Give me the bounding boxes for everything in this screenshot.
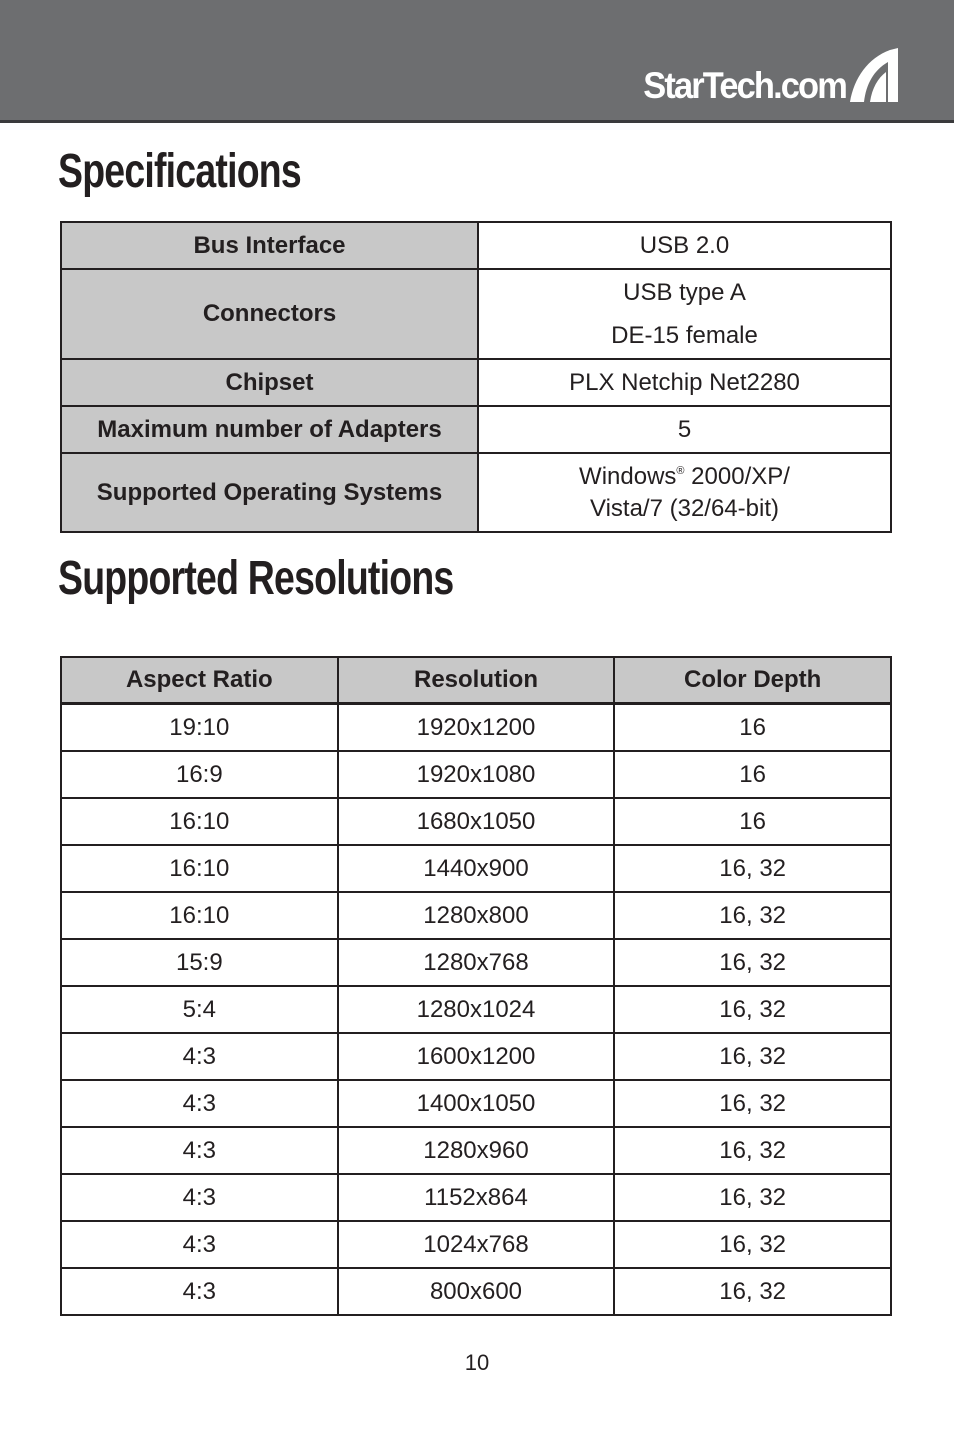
- table-row: [61, 1268, 891, 1315]
- table-row: [61, 453, 891, 532]
- resolution-cell: 1600x1200: [338, 1033, 615, 1080]
- supported-resolutions-title: Supported Resolutions: [58, 552, 454, 605]
- table-row: [61, 406, 891, 453]
- aspect-ratio-cell: 15:9: [61, 939, 338, 986]
- spec-label-max-adapters: Maximum number of Adapters: [61, 406, 478, 453]
- resolutions-table: [60, 656, 892, 1316]
- spec-value-connectors-line-1: USB type A: [623, 279, 746, 306]
- resolution-cell: 800x600: [338, 1268, 615, 1315]
- color-depth-cell: 16, 32: [614, 892, 891, 939]
- startech-swoosh-logo-icon: [848, 44, 910, 106]
- aspect-ratio-cell: 16:10: [61, 845, 338, 892]
- table-row: [61, 1080, 891, 1127]
- spec-label-connectors: Connectors: [61, 269, 478, 359]
- aspect-ratio-cell: 5:4: [61, 986, 338, 1033]
- table-row: [61, 845, 891, 892]
- resolution-cell: 1152x864: [338, 1174, 615, 1221]
- aspect-ratio-cell: 4:3: [61, 1127, 338, 1174]
- specifications-table: [60, 221, 892, 533]
- table-row: [61, 939, 891, 986]
- resolution-cell: 1280x768: [338, 939, 615, 986]
- spec-label-chipset: Chipset: [61, 359, 478, 406]
- color-depth-cell: 16: [614, 704, 891, 752]
- table-row: [61, 222, 891, 269]
- resolution-cell: 1680x1050: [338, 798, 615, 845]
- table-row: [61, 704, 891, 752]
- column-header-resolution: Resolution: [338, 657, 615, 704]
- os-windows: Windows: [579, 462, 677, 490]
- table-row: [61, 798, 891, 845]
- spec-value-operating-systems: [478, 453, 891, 532]
- brand-logo: [628, 42, 910, 106]
- resolution-cell: 1920x1080: [338, 751, 615, 798]
- table-row: [61, 892, 891, 939]
- column-header-color-depth: Color Depth: [614, 657, 891, 704]
- aspect-ratio-cell: 16:10: [61, 798, 338, 845]
- table-row: [61, 1221, 891, 1268]
- resolution-cell: 1280x1024: [338, 986, 615, 1033]
- brand-name: StarTech.com: [643, 65, 846, 106]
- resolution-cell: 1440x900: [338, 845, 615, 892]
- spec-value-bus-interface: USB 2.0: [478, 222, 891, 269]
- resolution-cell: 1920x1200: [338, 704, 615, 752]
- aspect-ratio-cell: 4:3: [61, 1221, 338, 1268]
- aspect-ratio-cell: 4:3: [61, 1080, 338, 1127]
- resolution-cell: 1024x768: [338, 1221, 615, 1268]
- aspect-ratio-cell: 4:3: [61, 1174, 338, 1221]
- table-row: [61, 751, 891, 798]
- color-depth-cell: 16, 32: [614, 1033, 891, 1080]
- spec-label-bus-interface: Bus Interface: [61, 222, 478, 269]
- color-depth-cell: 16: [614, 751, 891, 798]
- resolutions-body: [61, 704, 891, 1316]
- os-versions: 2000/XP/: [684, 462, 790, 490]
- spec-value-max-adapters: 5: [478, 406, 891, 453]
- os-line-1: [479, 461, 890, 493]
- table-row: [61, 359, 891, 406]
- color-depth-cell: 16, 32: [614, 1221, 891, 1268]
- table-row: [61, 1127, 891, 1174]
- table-row: [61, 269, 891, 359]
- aspect-ratio-cell: 16:9: [61, 751, 338, 798]
- spec-value-chipset: PLX Netchip Net2280: [478, 359, 891, 406]
- aspect-ratio-cell: 4:3: [61, 1033, 338, 1080]
- color-depth-cell: 16, 32: [614, 1080, 891, 1127]
- color-depth-cell: 16, 32: [614, 1268, 891, 1315]
- table-row: [61, 1033, 891, 1080]
- page-number: 10: [464, 1350, 490, 1375]
- spec-label-operating-systems: Supported Operating Systems: [61, 453, 478, 532]
- spec-value-connectors-line-2: DE-15 female: [611, 322, 758, 349]
- color-depth-cell: 16, 32: [614, 939, 891, 986]
- spec-value-connectors: [478, 269, 891, 359]
- color-depth-cell: 16, 32: [614, 1127, 891, 1174]
- os-line-2: Vista/7 (32/64-bit): [590, 494, 779, 522]
- color-depth-cell: 16, 32: [614, 1174, 891, 1221]
- color-depth-cell: 16, 32: [614, 986, 891, 1033]
- aspect-ratio-cell: 19:10: [61, 704, 338, 752]
- aspect-ratio-cell: 16:10: [61, 892, 338, 939]
- specifications-title: Specifications: [58, 145, 301, 198]
- column-header-aspect-ratio: Aspect Ratio: [61, 657, 338, 704]
- registered-mark: ®: [676, 464, 685, 477]
- header-bar: [0, 0, 954, 123]
- resolution-cell: 1400x1050: [338, 1080, 615, 1127]
- table-header-row: [61, 657, 891, 704]
- resolution-cell: 1280x960: [338, 1127, 615, 1174]
- table-row: [61, 986, 891, 1033]
- resolution-cell: 1280x800: [338, 892, 615, 939]
- aspect-ratio-cell: 4:3: [61, 1268, 338, 1315]
- color-depth-cell: 16, 32: [614, 845, 891, 892]
- table-row: [61, 1174, 891, 1221]
- color-depth-cell: 16: [614, 798, 891, 845]
